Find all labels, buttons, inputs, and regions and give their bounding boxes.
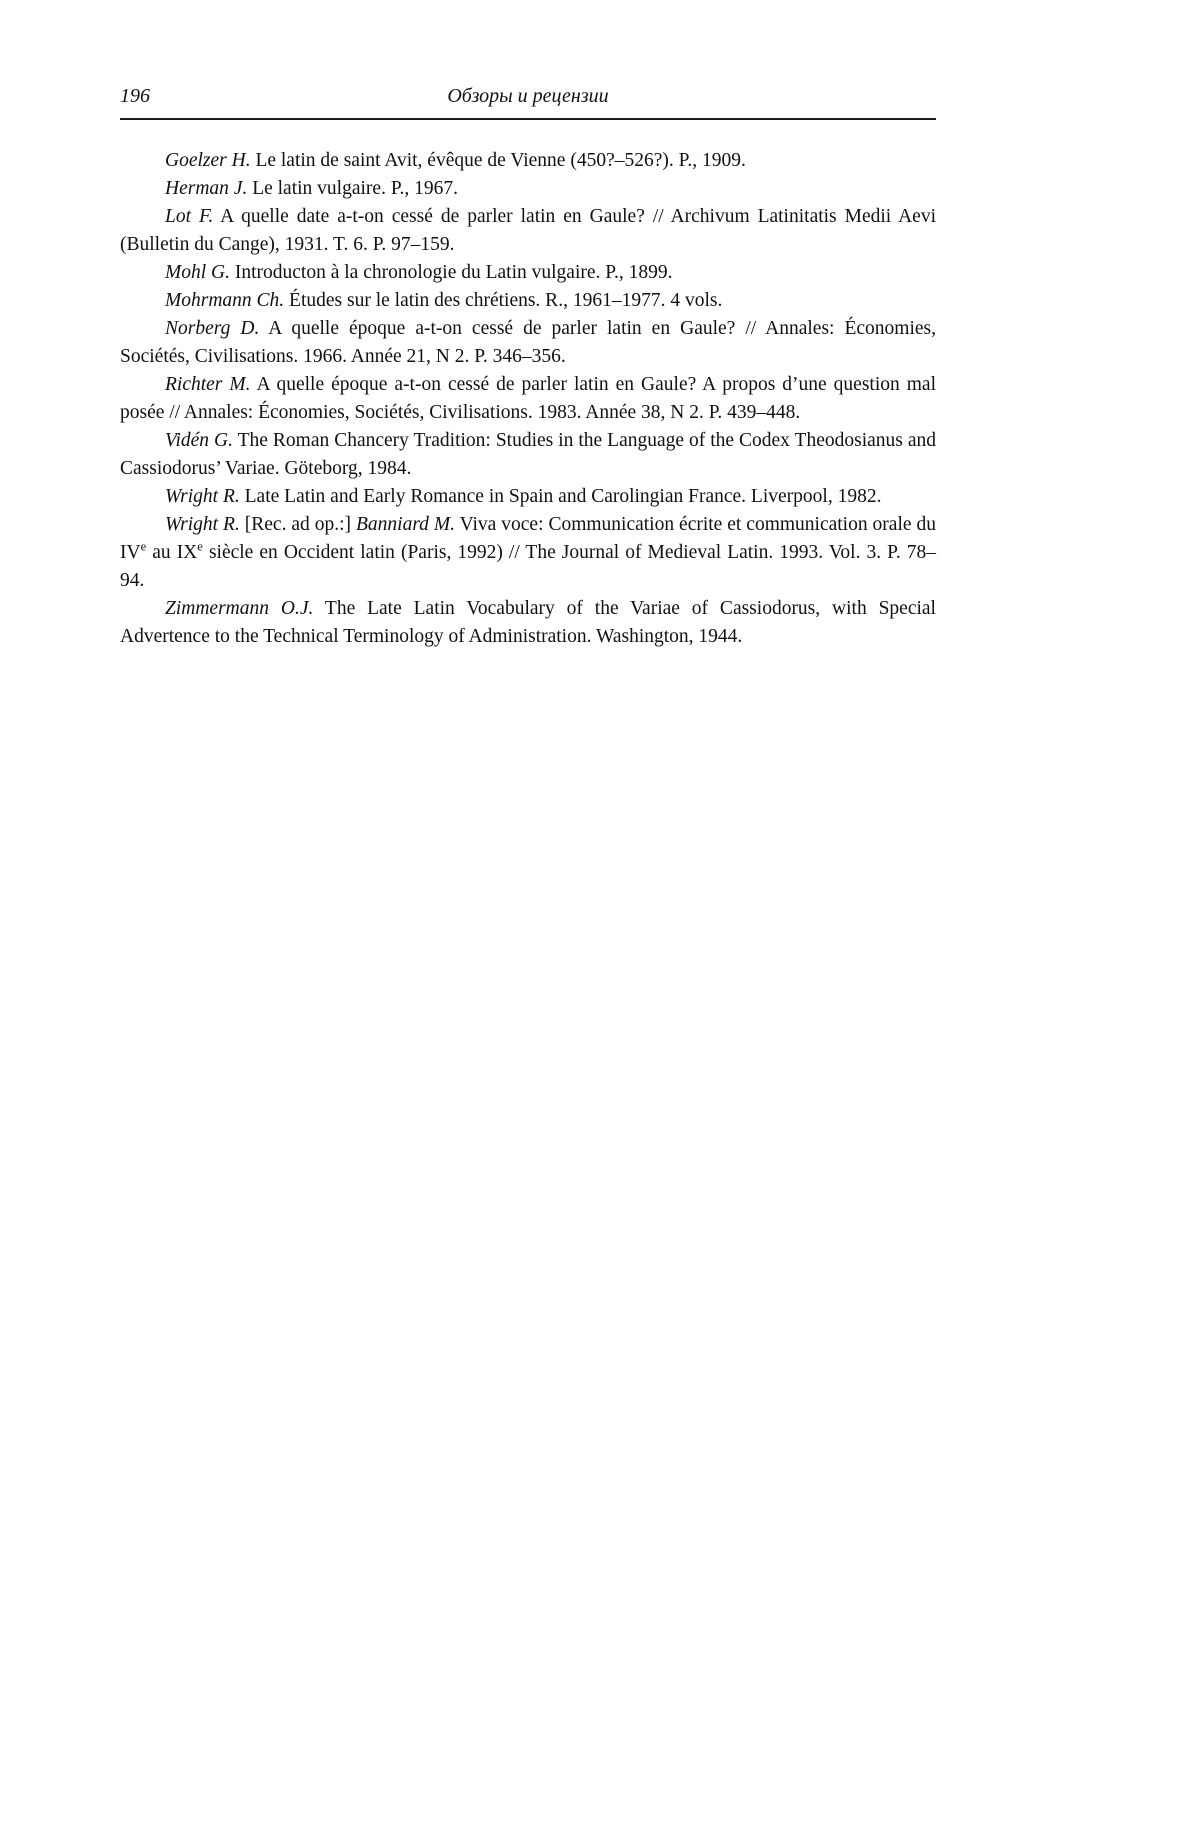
entry-text: Viva voce: Communication écrite et communication orale du IV (120, 514, 936, 563)
entry-author: Richter M. (165, 374, 251, 395)
entry-author: Norberg D. (165, 318, 260, 339)
entry-text: The Roman Chancery Tradition: Studies in the Language of the Codex Theodosianus and Cassiodorus’ Variae. Göteborg, 1984. (120, 430, 937, 479)
entry-author: Banniard M. (355, 514, 455, 535)
entry-text: Le latin de saint Avit, évêque de Vienne (450?–526?). P., 1909. (250, 150, 746, 171)
entry-text: A quelle époque a-t-on cessé de parler latin en Gaule? A propos d’une question mal posée // Annales: Économies, Sociétés, Civilisations. 1983. Année 38, N 2. P. 439–448. (120, 374, 936, 423)
bibliography-entry (120, 595, 936, 651)
bibliography-entry (120, 371, 936, 427)
running-header (120, 84, 936, 120)
entry-text: Le latin vulgaire. P., 1967. (247, 178, 459, 199)
entry-author: Mohrmann Ch. (165, 290, 285, 311)
entry-text: [Rec. ad op.:] (239, 514, 356, 535)
entry-author: Wright R. (165, 486, 240, 507)
bibliography-entry (120, 147, 936, 175)
entry-author: Herman J. (165, 178, 248, 199)
entry-text: A quelle date a-t-on cessé de parler latin en Gaule? // Archivum Latinitatis Medii Aevi (Bulletin du Cange), 1931. T. 6. P. 97–159. (120, 206, 936, 255)
bibliography-list (120, 147, 936, 651)
bibliography-entry (120, 511, 936, 595)
entry-text: e (140, 539, 147, 554)
entry-author: Mohl G. (165, 262, 230, 283)
bibliography-entry (120, 175, 936, 203)
bibliography-entry (120, 483, 936, 511)
entry-text: e (197, 539, 203, 554)
entry-author: Zimmermann O.J. (165, 598, 314, 619)
entry-text: Introducton à la chronologie du Latin vulgaire. P., 1899. (230, 262, 673, 283)
entry-text: au IX (146, 542, 198, 563)
bibliography-entry (120, 259, 936, 287)
entry-text: A quelle époque a-t-on cessé de parler latin en Gaule? // Annales: Économies, Sociétés, Civilisations. 1966. Année 21, N 2. P. 346–356. (120, 318, 936, 367)
bibliography-entry (120, 203, 936, 259)
entry-author: Vidén G. (165, 430, 233, 451)
entry-text: Late Latin and Early Romance in Spain and Carolingian France. Liverpool, 1982. (239, 486, 882, 507)
entry-author: Goelzer H. (165, 150, 251, 171)
entry-text: Études sur le latin des chrétiens. R., 1961–1977. 4 vols. (284, 290, 723, 311)
bibliography-entry (120, 315, 936, 371)
running-header-title: Обзоры и рецензии (447, 85, 609, 107)
bibliography-entry (120, 287, 936, 315)
entry-text: siècle en Occident latin (Paris, 1992) // The Journal of Medieval Latin. 1993. Vol. 3. P. 78–94. (120, 542, 936, 591)
entry-author: Wright R. (165, 514, 240, 535)
bibliography-entry (120, 427, 936, 483)
entry-text: The Late Latin Vocabulary of the Variae of Cassiodorus, with Special Advertence to the Technical Terminology of Administration. Washington, 1944. (120, 598, 936, 647)
entry-author: Lot F. (165, 206, 214, 227)
page-number: 196 (120, 85, 150, 107)
